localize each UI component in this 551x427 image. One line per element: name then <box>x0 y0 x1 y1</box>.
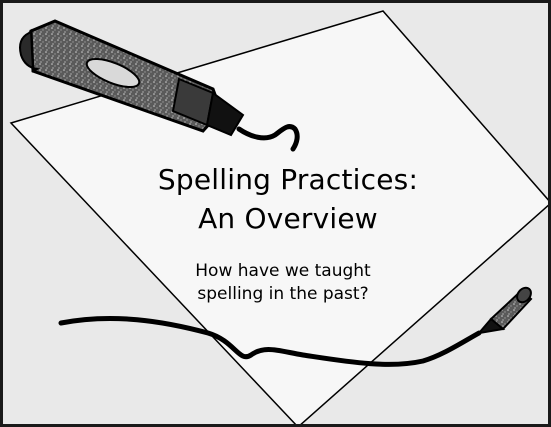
pen-icon <box>479 285 534 333</box>
slide-subtitle-line-1: How have we taught <box>195 261 371 281</box>
slide-title-line-1: Spelling Practices: <box>157 163 419 196</box>
slide-title-line-2: An Overview <box>198 202 378 235</box>
slide-subtitle-line-2: spelling in the past? <box>197 284 369 304</box>
